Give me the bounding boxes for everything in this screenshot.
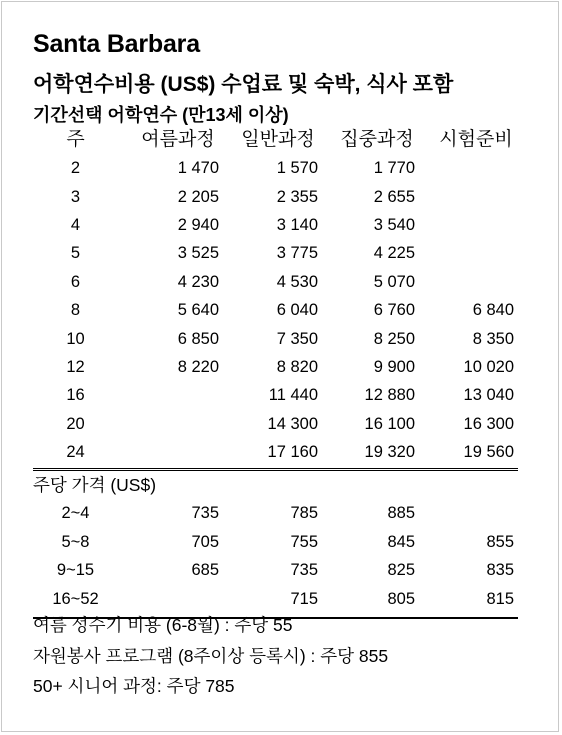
table-cell [415,499,514,528]
weekly-price-body [33,499,518,613]
table-row [33,438,518,466]
table-cell: 2 [70,159,81,178]
table-cell: 855 [486,532,514,551]
table-cell: 12 [66,358,85,377]
table-cell [118,410,219,438]
table-cell: 2 655 [373,187,415,206]
table-cell: 6 040 [276,301,318,320]
table-cell: 4 230 [177,272,219,291]
table-cell: 8 [70,301,81,320]
table-cell: 4 [70,216,81,235]
table-cell: 20 [66,414,85,433]
weekly-price-header [33,471,518,499]
weekly-price-label: 주당 가격 (US$) [33,475,157,496]
table-row [33,183,518,211]
table-cell: 16 300 [463,414,514,433]
table-row [33,499,518,528]
table-cell: 815 [486,589,514,608]
table-row [33,353,518,381]
table-cell: 16 100 [364,414,415,433]
price-table [33,126,518,619]
table-cell: 845 [387,532,415,551]
table-cell: 2 205 [177,187,219,206]
header-exam: 시험준비 [439,129,513,150]
table-cell: 5~8 [61,532,90,551]
table-row [33,585,518,614]
table-cell: 1 570 [276,159,318,178]
table-cell: 2~4 [61,504,90,523]
table-cell: 8 250 [373,329,415,348]
table-cell: 835 [486,561,514,580]
table-cell: 9 900 [373,358,415,377]
table-cell: 7 350 [276,329,318,348]
table-cell [415,183,514,211]
table-cell: 16~52 [52,589,99,608]
table-cell [415,154,514,182]
table-cell: 3 [70,187,81,206]
table-cell: 3 540 [373,216,415,235]
table-cell: 4 530 [276,272,318,291]
table-cell: 735 [290,561,318,580]
table-cell: 1 770 [373,159,415,178]
table-header-row [33,126,518,154]
table-cell: 685 [191,561,219,580]
table-cell: 1 470 [177,159,219,178]
table-cell: 6 760 [373,301,415,320]
table-cell: 805 [387,589,415,608]
table-cell: 3 140 [276,216,318,235]
table-cell: 17 160 [267,443,318,462]
table-cell [118,381,219,409]
table-cell [415,239,514,267]
table-row [33,211,518,239]
header-summer: 여름과정 [141,129,215,150]
table-cell: 19 560 [463,443,514,462]
note-volunteer: 자원봉사 프로그램 (8주이상 등록시) : 주당 855 [33,646,389,666]
table-cell: 8 820 [276,358,318,377]
table-cell: 5 070 [373,272,415,291]
table-cell: 735 [191,504,219,523]
table-cell: 14 300 [267,414,318,433]
table-cell: 13 040 [463,386,514,405]
page-title: Santa Barbara [33,30,200,58]
table-cell [118,438,219,466]
table-cell: 8 220 [177,358,219,377]
table-cell: 705 [191,532,219,551]
table-cell: 16 [66,386,85,405]
table-cell: 885 [387,504,415,523]
page-subtitle: 어학연수비용 (US$) 수업료 및 숙박, 식사 포함 [33,73,454,96]
table-cell: 19 320 [364,443,415,462]
table-cell: 2 940 [177,216,219,235]
table-row [33,381,518,409]
table-cell: 4 225 [373,244,415,263]
table-cell: 825 [387,561,415,580]
header-weeks: 주 [66,129,85,150]
table-row [33,296,518,324]
table-cell: 3 775 [276,244,318,263]
table-cell: 785 [290,504,318,523]
table-row [33,268,518,296]
table-body [33,154,518,466]
table-row [33,410,518,438]
table-cell [415,211,514,239]
note-summer: 여름 성수기 비용 (6-8월) : 주당 55 [33,615,293,635]
table-cell: 5 640 [177,301,219,320]
table-cell: 10 020 [463,358,514,377]
table-cell: 10 [66,329,85,348]
table-cell: 6 [70,272,81,291]
table-row [33,239,518,267]
section-subtitle: 기간선택 어학연수 (만13세 이상) [33,105,289,125]
table-cell: 3 525 [177,244,219,263]
table-row [33,528,518,557]
note-senior: 50+ 시니어 과정: 주당 785 [33,676,235,696]
table-cell [415,268,514,296]
table-cell: 8 350 [472,329,514,348]
table-cell: 12 880 [364,386,415,405]
table-cell: 11 440 [268,386,318,405]
table-row [33,325,518,353]
table-cell: 715 [290,589,318,608]
header-intensive: 집중과정 [340,129,414,150]
table-cell: 9~15 [56,561,95,580]
table-cell [118,585,219,614]
header-general: 일반과정 [241,129,315,150]
table-cell: 24 [66,443,85,462]
table-cell: 5 [70,244,81,263]
table-row [33,154,518,182]
table-cell: 6 840 [472,301,514,320]
table-cell: 6 850 [177,329,219,348]
table-row [33,556,518,585]
table-cell: 2 355 [276,187,318,206]
table-cell: 755 [290,532,318,551]
